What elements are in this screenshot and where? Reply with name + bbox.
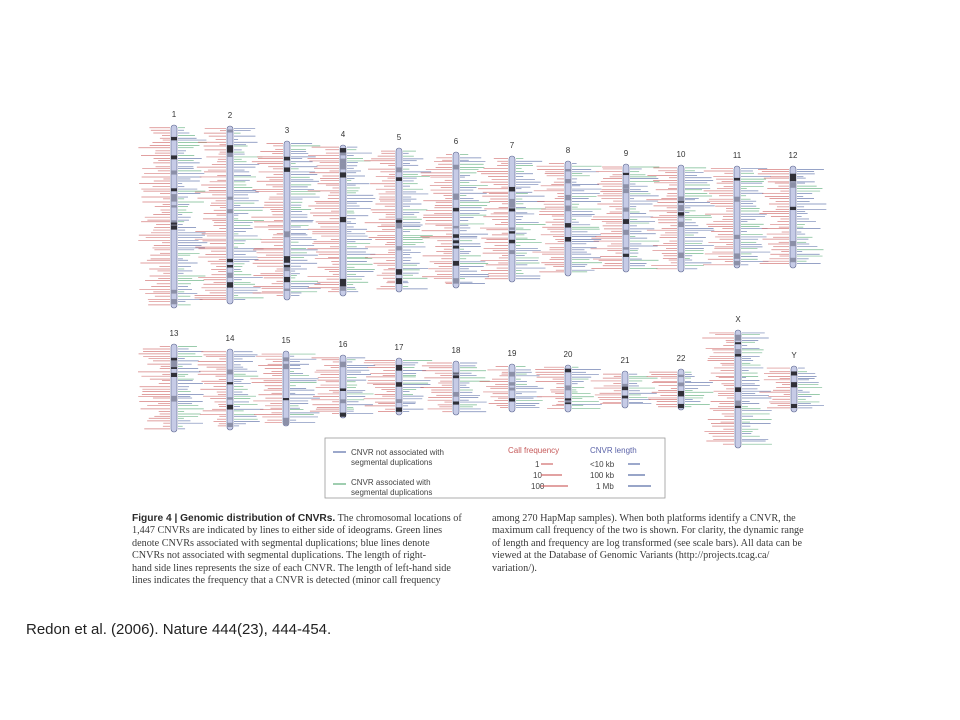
- ideogram-body: [734, 166, 740, 268]
- ideogram-band: [284, 256, 290, 259]
- ideogram-band: [622, 387, 628, 390]
- ideogram-band: [171, 290, 177, 294]
- ideogram-body: [509, 156, 515, 282]
- chromosome-label: 16: [338, 340, 348, 349]
- legend-cnvr-length-header: CNVR length: [590, 446, 637, 455]
- legend-frequency-value: 10: [533, 471, 542, 480]
- ideogram-band: [171, 373, 177, 377]
- ideogram-band: [283, 364, 289, 369]
- ideogram-band: [396, 382, 402, 387]
- ideogram-band: [227, 197, 233, 200]
- chromosome-label: 11: [732, 151, 742, 160]
- ideogram-band: [340, 172, 346, 177]
- ideogram-band: [284, 278, 290, 282]
- chromosome-label: 18: [451, 346, 461, 355]
- ideogram-band: [283, 357, 289, 361]
- ideogram-band: [396, 269, 402, 273]
- chromosome-label: 7: [509, 141, 515, 150]
- ideogram-band: [340, 152, 346, 155]
- ideogram-band: [227, 282, 233, 286]
- chromosome-label: 6: [453, 137, 459, 146]
- ideogram-band: [227, 209, 233, 213]
- caption-line: CNVRs not associated with segmental duplications. The length of right-: [132, 550, 427, 562]
- caption-line: among 270 HapMap samples). When both platforms identify a CNVR, the: [492, 513, 796, 524]
- chromosome-label: 22: [676, 354, 686, 363]
- ideogram-band: [227, 150, 233, 152]
- ideogram-band: [340, 281, 346, 286]
- chromosome-1: [138, 110, 207, 308]
- ideogram-band: [509, 398, 515, 401]
- ideogram-band: [678, 208, 684, 211]
- ideogram-band: [790, 182, 796, 188]
- ideogram-band: [453, 240, 459, 243]
- ideogram-band: [565, 369, 571, 373]
- ideogram-band: [227, 265, 233, 268]
- chromosome-label: 8: [565, 146, 571, 155]
- ideogram-band: [735, 342, 741, 344]
- caption-line: denote CNVRs associated with segmental duplications; blue lines denote: [132, 537, 430, 549]
- ideogram-band: [340, 362, 346, 368]
- ideogram-band: [171, 205, 177, 207]
- ideogram-band: [565, 179, 571, 183]
- chromosome-label: 1: [171, 110, 177, 119]
- ideogram-band: [396, 278, 402, 284]
- ideogram-band: [171, 188, 177, 191]
- legend-frequency-value: 100: [531, 482, 545, 491]
- legend-segdup-label-line1: CNVR associated with: [351, 478, 431, 487]
- ideogram-band: [623, 219, 629, 224]
- ideogram-band: [453, 278, 459, 283]
- ideogram-band: [453, 261, 459, 266]
- ideogram-band: [509, 372, 515, 377]
- chromosome-15: [250, 336, 320, 426]
- chromosome-13: [138, 329, 204, 432]
- ideogram-band: [396, 399, 402, 403]
- legend-length-value: 100 kb: [590, 471, 615, 480]
- ideogram-body: [171, 344, 177, 432]
- ideogram-band: [453, 208, 459, 212]
- ideogram-band: [284, 167, 290, 171]
- ideogram-band: [340, 400, 346, 403]
- caption-line: maximum call frequency of the two is shown. For clarity, the dynamic range: [492, 525, 804, 537]
- ideogram-band: [453, 194, 459, 198]
- ideogram-band: [565, 385, 571, 390]
- legend-frequency-value: 1: [535, 460, 540, 469]
- legend-segdup-label-line2: segmental duplications: [351, 488, 433, 497]
- chromosome-16: [310, 340, 375, 418]
- ideogram-body: [453, 152, 459, 288]
- ideogram-band: [453, 401, 459, 404]
- ideogram-band: [396, 407, 402, 411]
- ideogram-body: [284, 141, 290, 300]
- ideogram-band: [171, 170, 177, 174]
- ideogram-band: [396, 246, 402, 250]
- legend-non-segdup-label-line2: segmental duplications: [351, 458, 433, 467]
- chromosome-ideograms: [138, 110, 826, 448]
- ideogram-band: [283, 398, 289, 400]
- ideogram-band: [171, 225, 177, 229]
- ideogram-band: [171, 155, 177, 159]
- ideogram-band: [340, 388, 346, 391]
- ideogram-band: [791, 404, 797, 408]
- chromosome-label: 2: [227, 111, 233, 120]
- ideogram-band: [340, 219, 346, 222]
- ideogram-band: [171, 194, 177, 200]
- chromosome-label: 14: [225, 334, 235, 343]
- chromosome-18: [420, 346, 489, 415]
- chromosome-17: [364, 343, 433, 415]
- ideogram-band: [227, 273, 233, 278]
- legend-non-segdup-label-line1: CNVR not associated with: [351, 448, 444, 457]
- caption-line-text: The chromosomal locations of: [335, 513, 462, 524]
- ideogram-band: [735, 349, 741, 354]
- ideogram-band: [565, 169, 571, 171]
- chromosome-x: [702, 315, 772, 448]
- ideogram-band: [623, 247, 629, 249]
- ideogram-band: [509, 231, 515, 233]
- chromosome-label: 12: [788, 151, 798, 160]
- ideogram-band: [565, 223, 571, 227]
- chromosome-label: 3: [284, 126, 290, 135]
- chromosome-label: 10: [676, 150, 686, 159]
- ideogram-band: [791, 371, 797, 375]
- ideogram-band: [565, 400, 571, 402]
- chromosome-22: [647, 354, 714, 410]
- ideogram-band: [734, 253, 740, 258]
- ideogram-band: [734, 261, 740, 265]
- chromosome-y: [759, 351, 824, 412]
- ideogram-band: [396, 177, 402, 181]
- ideogram-body: [171, 125, 177, 308]
- chromosome-11: [703, 151, 771, 268]
- ideogram-band: [396, 223, 402, 228]
- ideogram-band: [396, 167, 402, 172]
- ideogram-band: [678, 391, 684, 396]
- ideogram-band: [678, 222, 684, 227]
- ideogram-band: [453, 373, 459, 375]
- chromosome-label: 5: [396, 133, 402, 142]
- ideogram-band: [453, 165, 459, 170]
- chromosome-label: 15: [281, 336, 291, 345]
- ideogram-band: [171, 396, 177, 402]
- ideogram-band: [509, 202, 515, 208]
- ideogram-band: [171, 223, 177, 225]
- caption-line: 1,447 CNVRs are indicated by lines to either side of ideograms. Green lines: [132, 525, 443, 537]
- chromosome-label: 17: [394, 343, 404, 352]
- ideogram-band: [340, 164, 346, 170]
- chromosome-label: X: [735, 315, 741, 324]
- legend-call-frequency-header: Call frequency: [508, 446, 560, 455]
- chromosome-19: [480, 349, 544, 412]
- ideogram-band: [790, 177, 796, 181]
- caption-line: viewed at the Database of Genomic Variants (http://projects.tcag.ca/: [492, 550, 770, 562]
- ideogram-band: [453, 234, 459, 238]
- chromosome-6: [420, 137, 490, 288]
- ideogram-band: [734, 178, 740, 181]
- chromosome-label: Y: [791, 351, 797, 360]
- ideogram-band: [678, 253, 684, 258]
- ideogram-band: [565, 206, 571, 212]
- ideogram-band: [623, 254, 629, 257]
- caption-left-column: [132, 513, 472, 587]
- ideogram-band: [735, 336, 741, 341]
- ideogram-band: [623, 230, 629, 235]
- ideogram-body: [283, 351, 289, 426]
- ideogram-band: [509, 208, 515, 211]
- caption-figure-label: Figure 4 | Genomic distribution of CNVRs.: [132, 513, 336, 524]
- ideogram-body: [453, 361, 459, 415]
- legend-length-value: <10 kb: [590, 460, 615, 469]
- ideogram-band: [227, 423, 233, 427]
- caption-line: [132, 513, 472, 525]
- ideogram-band: [509, 240, 515, 244]
- ideogram-band: [340, 148, 346, 152]
- ideogram-band: [734, 197, 740, 202]
- ideogram-band: [509, 227, 515, 229]
- ideogram-band: [227, 370, 233, 375]
- ideogram-band: [227, 130, 233, 133]
- ideogram-band: [227, 405, 233, 410]
- ideogram-band: [340, 413, 346, 417]
- ideogram-band: [678, 375, 684, 377]
- ideogram-band: [284, 265, 290, 267]
- ideogram-band: [790, 258, 796, 262]
- caption-line: hand side lines represents the size of each CNVR. The length of left-hand side: [132, 562, 451, 574]
- legend-length-value: 1 Mb: [596, 482, 614, 491]
- ideogram-band: [284, 157, 290, 161]
- chromosome-label: 19: [507, 349, 517, 358]
- ideogram-band: [509, 382, 515, 385]
- ideogram-band: [171, 137, 177, 140]
- ideogram-band: [227, 382, 233, 384]
- ideogram-band: [509, 250, 515, 254]
- citation-text: Redon et al. (2006). Nature 444(23), 444-454.: [26, 621, 332, 638]
- chromosome-8: [532, 146, 602, 276]
- ideogram-band: [283, 421, 289, 425]
- chromosome-5: [364, 133, 433, 292]
- chromosome-label: 9: [623, 149, 629, 158]
- ideogram-band: [565, 237, 571, 242]
- ideogram-band: [453, 246, 459, 249]
- ideogram-band: [171, 299, 177, 304]
- ideogram-body: [565, 161, 571, 276]
- ideogram-band: [790, 242, 796, 246]
- ideogram-band: [227, 397, 233, 399]
- chromosome-label: 13: [169, 329, 179, 338]
- ideogram-band: [791, 382, 797, 387]
- caption-right-column: [492, 513, 832, 575]
- chromosome-10: [646, 150, 714, 272]
- chromosome-4: [307, 130, 375, 296]
- ideogram-band: [622, 396, 628, 398]
- ideogram-band: [678, 216, 684, 218]
- chromosome-label: 21: [620, 356, 630, 365]
- ideogram-band: [623, 184, 629, 188]
- figure-legend: [325, 438, 665, 498]
- caption-line: lines indicates the frequency that a CNVR is detected (minor call frequency: [132, 575, 441, 587]
- ideogram-band: [734, 235, 740, 238]
- caption-line: of length and frequency are log transformed (see scale bars). All data can be: [492, 537, 803, 549]
- ideogram-band: [790, 207, 796, 210]
- ideogram-band: [509, 187, 515, 191]
- chromosome-21: [591, 356, 658, 408]
- ideogram-band: [227, 259, 233, 262]
- chromosome-label: 20: [563, 350, 573, 359]
- chromosome-12: [758, 151, 827, 268]
- ideogram-body: [227, 349, 233, 430]
- ideogram-band: [171, 362, 177, 367]
- ideogram-band: [284, 289, 290, 291]
- ideogram-band: [623, 208, 629, 212]
- ideogram-band: [340, 159, 346, 164]
- ideogram-band: [509, 388, 515, 391]
- ideogram-band: [284, 232, 290, 237]
- ideogram-band: [565, 195, 571, 200]
- ideogram-band: [396, 365, 402, 371]
- ideogram-band: [453, 392, 459, 397]
- ideogram-band: [678, 382, 684, 386]
- ideogram-band: [453, 226, 459, 228]
- ideogram-band: [623, 189, 629, 193]
- chromosome-label: 4: [340, 130, 346, 139]
- caption-line: variation/).: [492, 562, 537, 574]
- ideogram-band: [735, 401, 741, 406]
- chromosome-7: [477, 141, 546, 282]
- chromosome-9: [591, 149, 660, 272]
- ideogram-band: [623, 173, 629, 175]
- ideogram-band: [735, 387, 741, 392]
- chromosome-14: [198, 334, 264, 430]
- ideogram-band: [678, 196, 684, 201]
- ideogram-band: [678, 404, 684, 408]
